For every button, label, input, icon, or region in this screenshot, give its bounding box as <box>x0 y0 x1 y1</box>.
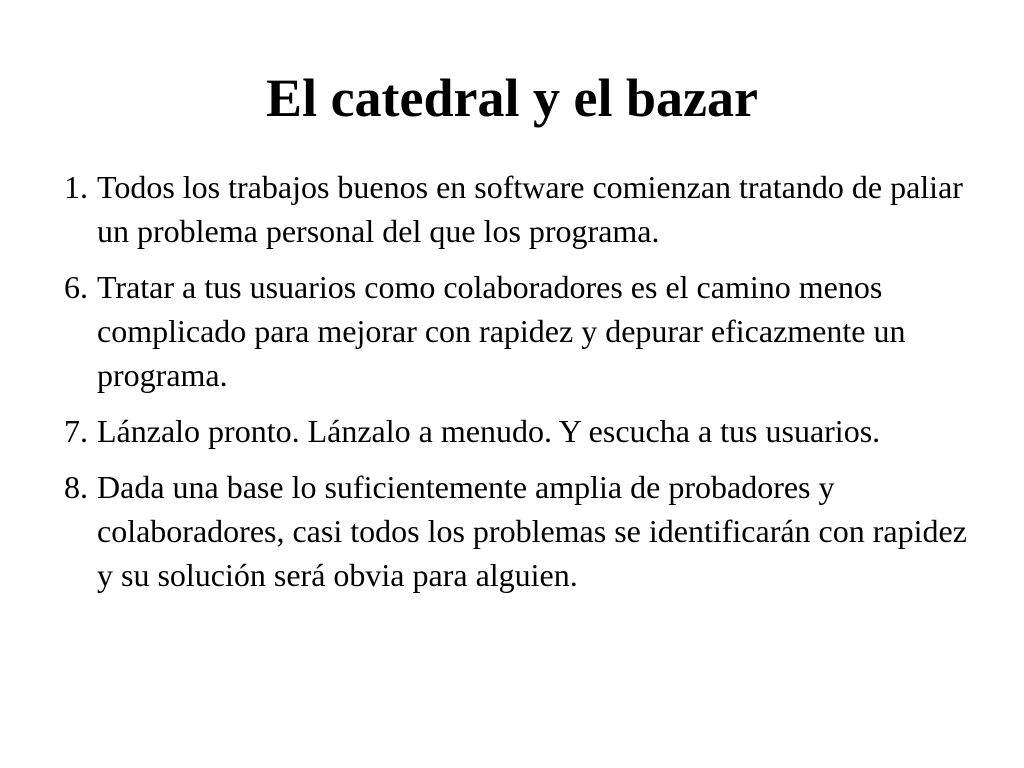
principles-list <box>64 165 984 609</box>
item-number: 7. <box>64 413 88 449</box>
item-text: Dada una base lo suficientemente amplia de probadores y colaboradores, casi todos los problemas se identificarán con rapidez y su solución será obvia para alguien. <box>97 469 967 593</box>
list-item <box>64 409 984 453</box>
list-item <box>64 165 984 253</box>
item-text: Todos los trabajos buenos en software comienzan tratando de paliar un problema personal del que los programa. <box>97 169 963 249</box>
list-item <box>64 265 984 397</box>
item-text: Lánzalo pronto. Lánzalo a menudo. Y escucha a tus usuarios. <box>97 413 881 449</box>
list-item <box>64 465 984 597</box>
slide-title: El catedral y el bazar <box>266 68 758 128</box>
item-number: 1. <box>64 169 88 205</box>
item-text: Tratar a tus usuarios como colaboradores es el camino menos complicado para mejorar con rapidez y depurar eficazmente un programa. <box>97 269 906 393</box>
item-number: 8. <box>64 469 88 505</box>
item-number: 6. <box>64 269 88 305</box>
